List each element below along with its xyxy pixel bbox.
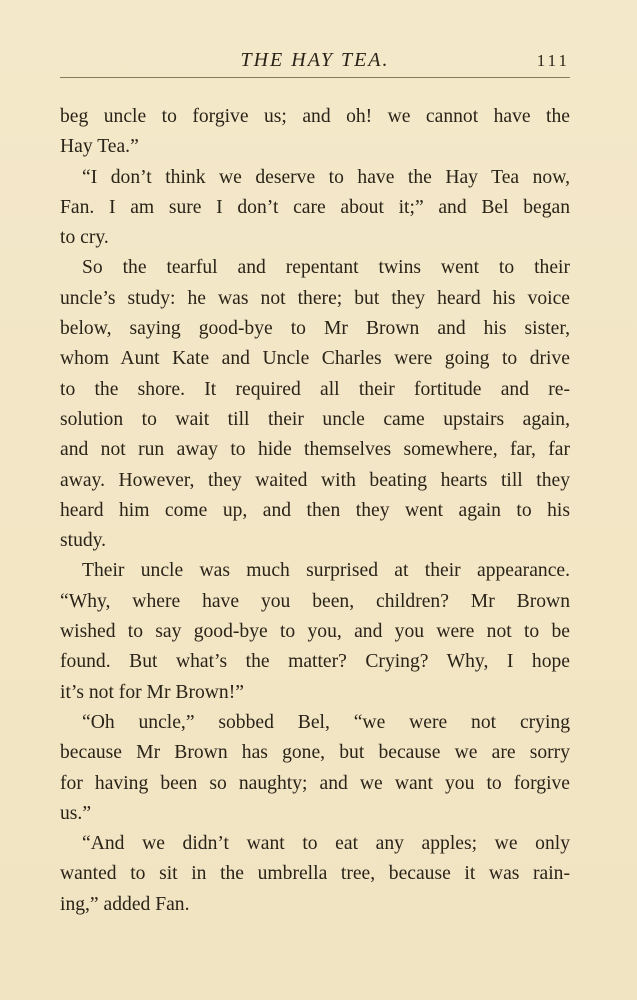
text-line: for having been so naughty; and we want you to forgive bbox=[60, 772, 570, 794]
text-line: “Why, where have you been, children? Mr Brown bbox=[60, 590, 570, 612]
text-line: to cry. bbox=[60, 227, 109, 249]
text-line: solution to wait till their uncle came upstairs again, bbox=[60, 408, 570, 430]
text-line: Fan. I am sure I don’t care about it;” and Bel began bbox=[60, 196, 570, 218]
text-line: “Oh uncle,” sobbed Bel, “we were not crying bbox=[82, 711, 570, 733]
text-line: “I don’t think we deserve to have the Hay Tea now, bbox=[82, 166, 570, 188]
text-line: ing,” added Fan. bbox=[60, 893, 190, 915]
text-line: found. But what’s the matter? Crying? Why, I hope bbox=[60, 651, 570, 673]
text-line: heard him come up, and then they went again to his bbox=[60, 499, 570, 521]
running-title: THE HAY TEA. bbox=[240, 49, 390, 71]
text-line: So the tearful and repentant twins went to their bbox=[82, 257, 570, 279]
text-line: us.” bbox=[60, 802, 92, 824]
text-line: whom Aunt Kate and Uncle Charles were going to drive bbox=[60, 348, 570, 370]
text-line: study. bbox=[60, 530, 107, 552]
running-head bbox=[60, 46, 570, 74]
text-line: to the shore. It required all their fortitude and re- bbox=[60, 378, 570, 400]
text-line: Hay Tea.” bbox=[60, 136, 139, 158]
text-line: away. However, they waited with beating hearts till they bbox=[60, 469, 570, 491]
text-line: Their uncle was much surprised at their appearance. bbox=[82, 560, 570, 582]
text-line: wanted to sit in the umbrella tree, because it was rain- bbox=[60, 863, 570, 885]
text-line: it’s not for Mr Brown!” bbox=[60, 681, 244, 703]
text-line: because Mr Brown has gone, but because we are sorry bbox=[60, 742, 570, 764]
header-rule bbox=[60, 77, 570, 78]
text-line: below, saying good-bye to Mr Brown and his sister, bbox=[60, 318, 570, 340]
page-number: 111 bbox=[536, 51, 570, 70]
text-line: beg uncle to forgive us; and oh! we cannot have the bbox=[60, 106, 570, 127]
body-text bbox=[60, 102, 570, 920]
text-line: “And we didn’t want to eat any apples; we only bbox=[82, 833, 570, 855]
text-line: wished to say good-bye to you, and you were not to be bbox=[60, 621, 570, 643]
text-line: and not run away to hide themselves somewhere, far, far bbox=[60, 439, 570, 461]
text-line: uncle’s study: he was not there; but they heard his voice bbox=[60, 287, 570, 309]
